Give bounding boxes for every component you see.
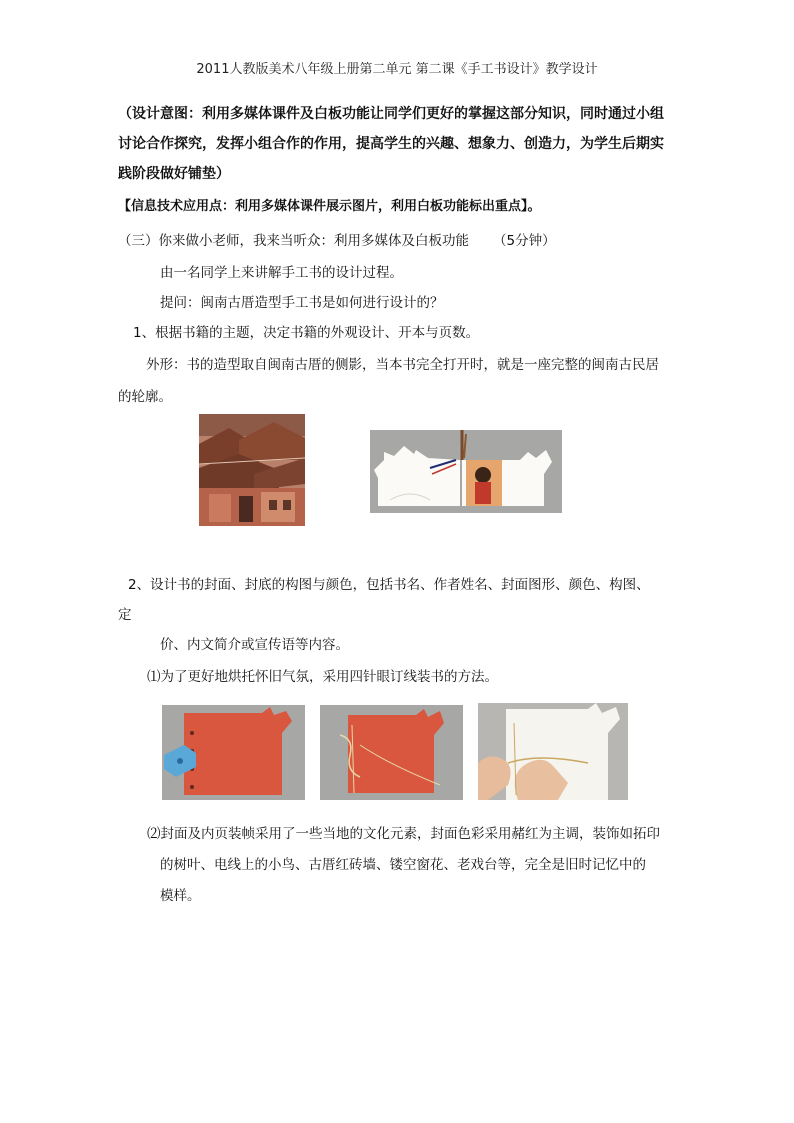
binding-photo-threading (320, 705, 463, 800)
item-2-sub-2-line-2: 的树叶、电线上的小鸟、古厝红砖墙、镂空窗花、老戏台等，完全是旧时记忆中的 (160, 857, 646, 873)
section-3-time: （5分钟） (493, 233, 556, 249)
binding-photo-clip (162, 705, 305, 800)
item-2-sub-1: ⑴为了更好地烘托怀旧气氛，采用四针眼订线装书的方法。 (147, 669, 498, 685)
section-3-title: （三）你来做小老师，我来当听众：利用多媒体及白板功能 (118, 233, 469, 249)
item-2-sub-2-line-1: ⑵封面及内页装帧采用了一些当地的文化元素，封面色彩采用赭红为主调，装饰如拓印 (147, 826, 660, 842)
open-book-photo (370, 430, 562, 513)
item-2-line-3: 价、内文简介或宣传语等内容。 (160, 637, 349, 653)
minnan-house-photo (199, 414, 305, 526)
binding-photo-hands (478, 703, 628, 800)
design-intent-line-2: 讨论合作探究，发挥小组合作的作用，提高学生的兴趣、想象力、创造力，为学生后期实 (118, 136, 664, 152)
it-application-point: 【信息技术应用点：利用多媒体课件展示图片，利用白板功能标出重点】。 (118, 199, 541, 214)
design-intent-line-1: （设计意图：利用多媒体课件及白板功能让同学们更好的掌握这部分知识，同时通过小组 (118, 106, 664, 122)
item-2-line-2: 定 (118, 607, 132, 623)
item-1-shape-line-1: 外形：书的造型取自闽南古厝的侧影，当本书完全打开时，就是一座完整的闽南古民居 (146, 357, 659, 373)
design-intent-line-3: 践阶段做好铺垫） (118, 166, 230, 182)
page-header: 2011人教版美术八年级上册第二单元 第二课《手工书设计》教学设计 (196, 62, 598, 77)
section-3-paragraph-1: 由一名同学上来讲解手工书的设计过程。 (160, 265, 403, 281)
section-3-paragraph-2: 提问：闽南古厝造型手工书是如何进行设计的？ (160, 295, 444, 311)
item-1-title: 1、根据书籍的主题，决定书籍的外观设计、开本与页数。 (133, 325, 480, 341)
item-1-shape-line-2: 的轮廓。 (118, 389, 172, 405)
item-2-line-1: 2、设计书的封面、封底的构图与颜色，包括书名、作者姓名、封面图形、颜色、构图、 (128, 577, 650, 593)
item-2-sub-2-line-3: 模样。 (160, 888, 201, 904)
